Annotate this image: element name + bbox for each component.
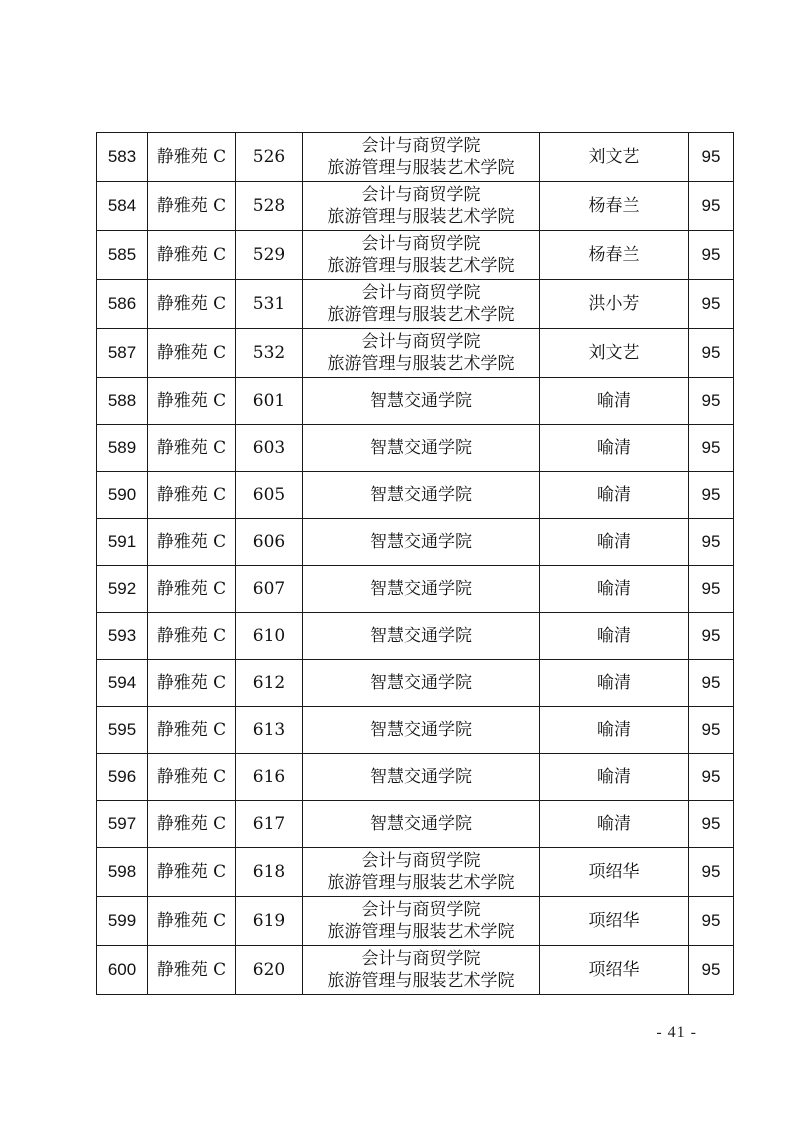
college-cell bbox=[303, 848, 540, 897]
building-cell: 静雅苑 C bbox=[148, 329, 236, 378]
college-line: 旅游管理与服装艺术学院 bbox=[327, 158, 515, 178]
table-row bbox=[97, 472, 734, 519]
table-row bbox=[97, 425, 734, 472]
college-cell bbox=[303, 329, 540, 378]
score-cell: 95 bbox=[689, 133, 734, 182]
college-line: 会计与商贸学院 bbox=[361, 185, 481, 205]
building-cell: 静雅苑 C bbox=[148, 378, 236, 425]
college-line: 旅游管理与服装艺术学院 bbox=[327, 922, 515, 942]
table-row bbox=[97, 707, 734, 754]
room-cell: 603 bbox=[236, 425, 303, 472]
table-row bbox=[97, 660, 734, 707]
room-cell: 610 bbox=[236, 613, 303, 660]
score-cell: 95 bbox=[689, 182, 734, 231]
score-cell: 95 bbox=[689, 566, 734, 613]
room-cell: 528 bbox=[236, 182, 303, 231]
row-number-cell: 588 bbox=[97, 378, 148, 425]
building-cell: 静雅苑 C bbox=[148, 425, 236, 472]
table-row bbox=[97, 329, 734, 378]
table-row bbox=[97, 182, 734, 231]
person-cell: 喻清 bbox=[540, 566, 689, 613]
building-cell: 静雅苑 C bbox=[148, 519, 236, 566]
row-number-cell: 585 bbox=[97, 231, 148, 280]
score-cell: 95 bbox=[689, 707, 734, 754]
college-line: 旅游管理与服装艺术学院 bbox=[327, 256, 515, 276]
score-cell: 95 bbox=[689, 613, 734, 660]
score-cell: 95 bbox=[689, 754, 734, 801]
college-cell bbox=[303, 378, 540, 425]
room-cell: 612 bbox=[236, 660, 303, 707]
college-line: 智慧交通学院 bbox=[370, 532, 472, 552]
college-line: 智慧交通学院 bbox=[370, 438, 472, 458]
building-cell: 静雅苑 C bbox=[148, 801, 236, 848]
room-cell: 605 bbox=[236, 472, 303, 519]
table-row bbox=[97, 280, 734, 329]
college-line: 旅游管理与服装艺术学院 bbox=[327, 873, 515, 893]
score-cell: 95 bbox=[689, 801, 734, 848]
person-cell: 喻清 bbox=[540, 378, 689, 425]
person-cell: 喻清 bbox=[540, 754, 689, 801]
person-cell: 喻清 bbox=[540, 707, 689, 754]
score-cell: 95 bbox=[689, 425, 734, 472]
person-cell: 喻清 bbox=[540, 801, 689, 848]
building-cell: 静雅苑 C bbox=[148, 848, 236, 897]
college-cell bbox=[303, 425, 540, 472]
person-cell: 洪小芳 bbox=[540, 280, 689, 329]
building-cell: 静雅苑 C bbox=[148, 897, 236, 946]
row-number-cell: 589 bbox=[97, 425, 148, 472]
row-number-cell: 594 bbox=[97, 660, 148, 707]
score-cell: 95 bbox=[689, 519, 734, 566]
college-line: 会计与商贸学院 bbox=[361, 851, 481, 871]
score-cell: 95 bbox=[689, 231, 734, 280]
room-cell: 606 bbox=[236, 519, 303, 566]
college-cell bbox=[303, 231, 540, 280]
college-cell bbox=[303, 133, 540, 182]
building-cell: 静雅苑 C bbox=[148, 231, 236, 280]
person-cell: 项绍华 bbox=[540, 848, 689, 897]
room-cell: 618 bbox=[236, 848, 303, 897]
table-row bbox=[97, 566, 734, 613]
college-line: 智慧交通学院 bbox=[370, 720, 472, 740]
college-cell bbox=[303, 519, 540, 566]
table-row bbox=[97, 613, 734, 660]
person-cell: 喻清 bbox=[540, 660, 689, 707]
row-number-cell: 587 bbox=[97, 329, 148, 378]
person-cell: 喻清 bbox=[540, 519, 689, 566]
building-cell: 静雅苑 C bbox=[148, 707, 236, 754]
college-line: 智慧交通学院 bbox=[370, 767, 472, 787]
score-cell: 95 bbox=[689, 472, 734, 519]
row-number-cell: 593 bbox=[97, 613, 148, 660]
college-line: 旅游管理与服装艺术学院 bbox=[327, 305, 515, 325]
score-cell: 95 bbox=[689, 329, 734, 378]
room-cell: 607 bbox=[236, 566, 303, 613]
page-number: - 41 - bbox=[656, 1024, 697, 1041]
table-row bbox=[97, 897, 734, 946]
room-cell: 531 bbox=[236, 280, 303, 329]
college-line: 会计与商贸学院 bbox=[361, 949, 481, 969]
college-cell bbox=[303, 801, 540, 848]
score-cell: 95 bbox=[689, 946, 734, 995]
person-cell: 刘文艺 bbox=[540, 133, 689, 182]
row-number-cell: 599 bbox=[97, 897, 148, 946]
college-line: 旅游管理与服装艺术学院 bbox=[327, 354, 515, 374]
room-cell: 616 bbox=[236, 754, 303, 801]
college-cell bbox=[303, 754, 540, 801]
college-cell bbox=[303, 566, 540, 613]
college-line: 智慧交通学院 bbox=[370, 673, 472, 693]
college-line: 智慧交通学院 bbox=[370, 391, 472, 411]
room-cell: 529 bbox=[236, 231, 303, 280]
college-cell bbox=[303, 613, 540, 660]
college-cell bbox=[303, 280, 540, 329]
building-cell: 静雅苑 C bbox=[148, 754, 236, 801]
college-line: 会计与商贸学院 bbox=[361, 234, 481, 254]
table-row bbox=[97, 231, 734, 280]
table-row bbox=[97, 754, 734, 801]
college-line: 智慧交通学院 bbox=[370, 579, 472, 599]
building-cell: 静雅苑 C bbox=[148, 133, 236, 182]
score-cell: 95 bbox=[689, 897, 734, 946]
person-cell: 刘文艺 bbox=[540, 329, 689, 378]
college-cell bbox=[303, 946, 540, 995]
row-number-cell: 586 bbox=[97, 280, 148, 329]
row-number-cell: 590 bbox=[97, 472, 148, 519]
college-line: 会计与商贸学院 bbox=[361, 136, 481, 156]
row-number-cell: 600 bbox=[97, 946, 148, 995]
college-cell bbox=[303, 472, 540, 519]
table-row bbox=[97, 133, 734, 182]
score-cell: 95 bbox=[689, 280, 734, 329]
building-cell: 静雅苑 C bbox=[148, 472, 236, 519]
person-cell: 杨春兰 bbox=[540, 182, 689, 231]
college-line: 会计与商贸学院 bbox=[361, 332, 481, 352]
college-line: 旅游管理与服装艺术学院 bbox=[327, 971, 515, 991]
room-cell: 619 bbox=[236, 897, 303, 946]
person-cell: 喻清 bbox=[540, 425, 689, 472]
row-number-cell: 591 bbox=[97, 519, 148, 566]
table-row bbox=[97, 848, 734, 897]
row-number-cell: 592 bbox=[97, 566, 148, 613]
college-cell bbox=[303, 660, 540, 707]
score-cell: 95 bbox=[689, 660, 734, 707]
row-number-cell: 597 bbox=[97, 801, 148, 848]
building-cell: 静雅苑 C bbox=[148, 660, 236, 707]
row-number-cell: 598 bbox=[97, 848, 148, 897]
college-line: 智慧交通学院 bbox=[370, 814, 472, 834]
room-cell: 620 bbox=[236, 946, 303, 995]
score-cell: 95 bbox=[689, 848, 734, 897]
college-line: 智慧交通学院 bbox=[370, 626, 472, 646]
college-line: 会计与商贸学院 bbox=[361, 283, 481, 303]
table-body bbox=[97, 133, 734, 995]
room-cell: 601 bbox=[236, 378, 303, 425]
table-row bbox=[97, 378, 734, 425]
building-cell: 静雅苑 C bbox=[148, 613, 236, 660]
building-cell: 静雅苑 C bbox=[148, 182, 236, 231]
person-cell: 杨春兰 bbox=[540, 231, 689, 280]
person-cell: 项绍华 bbox=[540, 946, 689, 995]
college-cell bbox=[303, 897, 540, 946]
row-number-cell: 583 bbox=[97, 133, 148, 182]
room-cell: 532 bbox=[236, 329, 303, 378]
table-row bbox=[97, 946, 734, 995]
person-cell: 项绍华 bbox=[540, 897, 689, 946]
room-cell: 526 bbox=[236, 133, 303, 182]
building-cell: 静雅苑 C bbox=[148, 566, 236, 613]
person-cell: 喻清 bbox=[540, 613, 689, 660]
score-cell: 95 bbox=[689, 378, 734, 425]
college-cell bbox=[303, 707, 540, 754]
person-cell: 喻清 bbox=[540, 472, 689, 519]
college-cell bbox=[303, 182, 540, 231]
table-row bbox=[97, 519, 734, 566]
college-line: 智慧交通学院 bbox=[370, 485, 472, 505]
building-cell: 静雅苑 C bbox=[148, 946, 236, 995]
table-row bbox=[97, 801, 734, 848]
college-line: 会计与商贸学院 bbox=[361, 900, 481, 920]
dormitory-score-table bbox=[96, 132, 734, 995]
college-line: 旅游管理与服装艺术学院 bbox=[327, 207, 515, 227]
row-number-cell: 596 bbox=[97, 754, 148, 801]
room-cell: 617 bbox=[236, 801, 303, 848]
row-number-cell: 595 bbox=[97, 707, 148, 754]
room-cell: 613 bbox=[236, 707, 303, 754]
row-number-cell: 584 bbox=[97, 182, 148, 231]
building-cell: 静雅苑 C bbox=[148, 280, 236, 329]
